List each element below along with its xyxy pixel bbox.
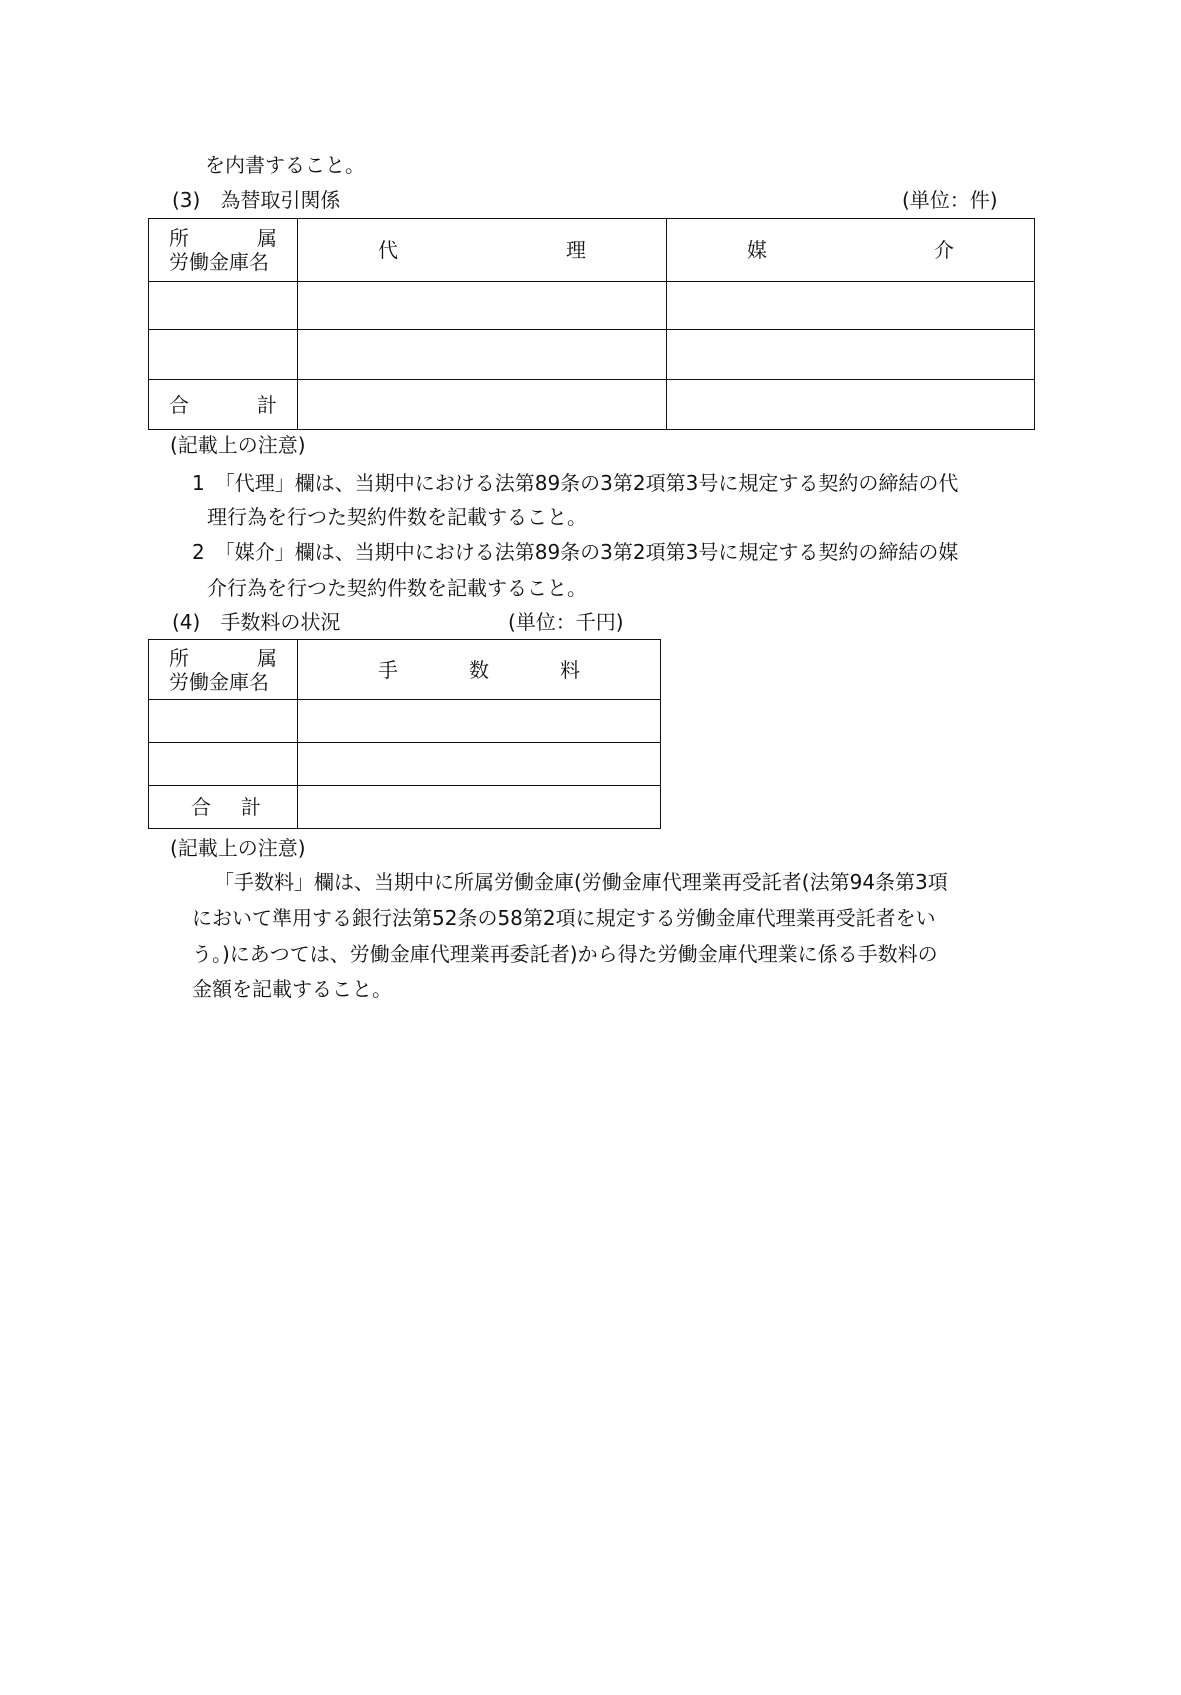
- section4-title: (4) 手数料の状況: [172, 610, 341, 634]
- note2-line2: 介行為を行つた契約件数を記載すること。: [207, 576, 587, 600]
- foreign-exchange-table: [148, 218, 1035, 430]
- section4-unit: (単位：千円): [508, 610, 624, 634]
- cell[interactable]: [667, 330, 1035, 380]
- cell[interactable]: [667, 380, 1035, 430]
- cell[interactable]: [667, 282, 1035, 330]
- intro-tail: を内書すること。: [205, 153, 365, 177]
- table-row: [149, 743, 661, 786]
- fee-note-line: において準用する銀行法第52条の58第2項に規定する労働金庫代理業再受託者をい: [192, 906, 936, 930]
- header-intermediary: [667, 219, 1035, 282]
- header-agency: [298, 219, 667, 282]
- header-text: 労働金庫名: [169, 669, 269, 694]
- header-affiliation: [149, 640, 298, 700]
- total-label: [149, 380, 298, 430]
- cell[interactable]: [298, 743, 661, 786]
- header-text: 手: [378, 657, 398, 682]
- total-text: 計: [257, 392, 277, 417]
- header-fee: [298, 640, 661, 700]
- header-text: 属: [257, 226, 277, 250]
- header-text: 属: [257, 645, 277, 670]
- header-text: 料: [560, 657, 580, 682]
- total-text: 計: [241, 795, 261, 819]
- total-text: 合: [169, 392, 189, 417]
- section3-unit: (単位：件): [902, 188, 998, 212]
- section3-title: (3) 為替取引関係: [172, 188, 341, 212]
- header-text: 介: [934, 238, 954, 262]
- cell[interactable]: [298, 700, 661, 743]
- cell[interactable]: [149, 282, 298, 330]
- note1-line2: 理行為を行つた契約件数を記載すること。: [207, 505, 587, 529]
- table-row: [149, 700, 661, 743]
- cell[interactable]: [298, 380, 667, 430]
- total-text: 合: [191, 795, 211, 819]
- section4-notes-title: (記載上の注意): [170, 836, 306, 860]
- header-text: 代: [378, 238, 398, 262]
- note2-line1: 2 「媒介」欄は、当期中における法第89条の3第2項第3号に規定する契約の締結の媒: [192, 540, 959, 564]
- header-text: 労働金庫名: [169, 250, 269, 274]
- cell[interactable]: [298, 786, 661, 829]
- total-label: [149, 786, 298, 829]
- header-text: 数: [469, 657, 489, 682]
- header-text: 理: [566, 238, 586, 262]
- section3-notes-title: (記載上の注意): [170, 433, 306, 457]
- note1-line1: 1 「代理」欄は、当期中における法第89条の3第2項第3号に規定する契約の締結の代: [192, 471, 959, 495]
- cell[interactable]: [298, 330, 667, 380]
- cell[interactable]: [298, 282, 667, 330]
- total-row: [149, 380, 1035, 430]
- table-header-row: [149, 640, 661, 700]
- fee-note-line: う。)にあつては、労働金庫代理業再委託者)から得た労働金庫代理業に係る手数料の: [192, 942, 938, 966]
- table-header-row: [149, 219, 1035, 282]
- cell[interactable]: [149, 700, 298, 743]
- header-text: 所: [169, 645, 189, 670]
- total-row: [149, 786, 661, 829]
- table-row: [149, 330, 1035, 380]
- header-affiliation: [149, 219, 298, 282]
- cell[interactable]: [149, 330, 298, 380]
- header-text: 所: [169, 226, 189, 250]
- fee-note-line: 「手数料」欄は、当期中に所属労働金庫(労働金庫代理業再受託者(法第94条第3項: [214, 870, 948, 894]
- fee-table: [148, 639, 661, 829]
- fee-note-line: 金額を記載すること。: [192, 977, 392, 1001]
- cell[interactable]: [149, 743, 298, 786]
- table-row: [149, 282, 1035, 330]
- header-text: 媒: [747, 238, 767, 262]
